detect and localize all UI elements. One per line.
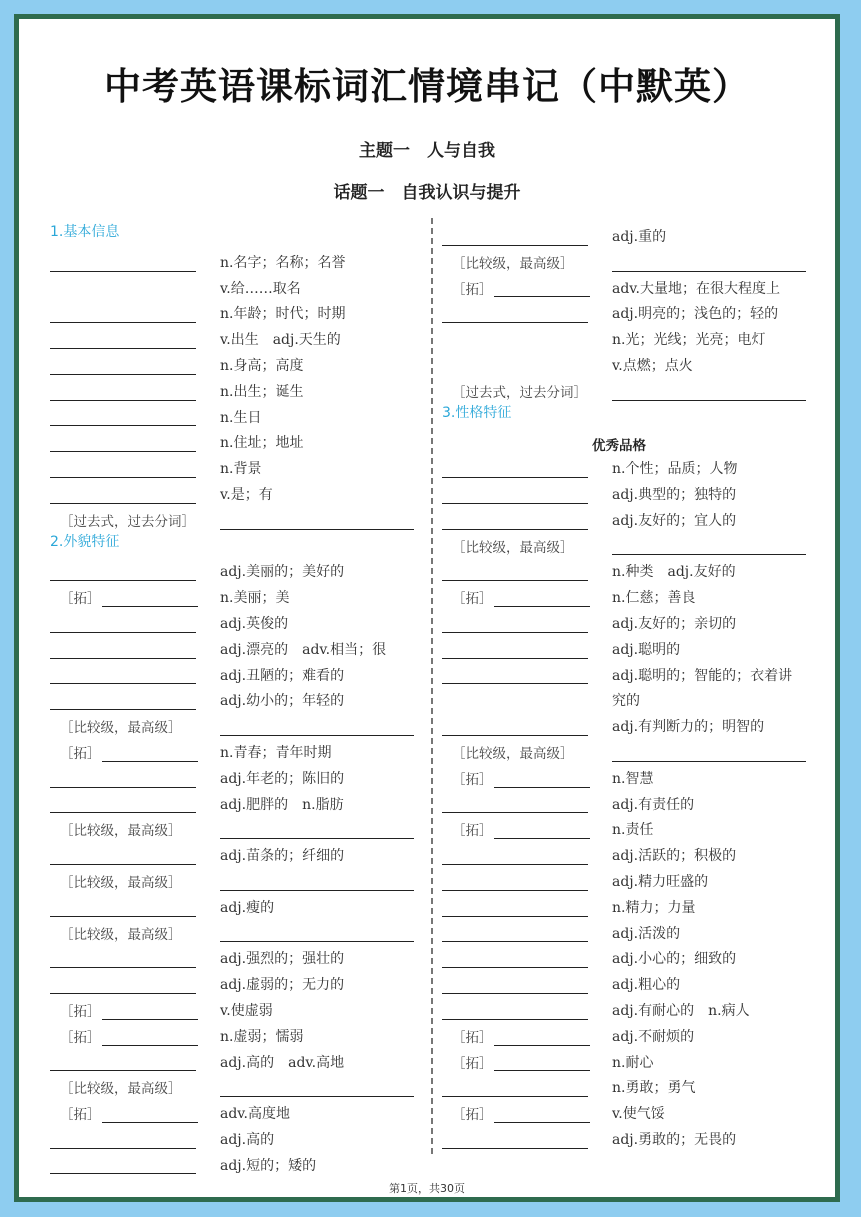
answer-blank[interactable]: [50, 864, 196, 865]
answer-blank[interactable]: [442, 477, 588, 478]
definition-text: n.勇敢；勇气: [612, 1080, 696, 1097]
definition-text: v.出生 adj.天生的: [220, 332, 341, 349]
answer-blank[interactable]: [442, 916, 588, 917]
definition-text: adj.聪明的；智能的；衣着讲: [612, 667, 793, 684]
answer-blank[interactable]: [442, 683, 588, 684]
answer-blank[interactable]: [442, 735, 588, 736]
answer-blank[interactable]: [50, 1148, 196, 1149]
vocab-row: [442, 635, 822, 661]
vocab-row: [50, 532, 422, 558]
definition-text: v.点燃；点火: [612, 357, 693, 374]
definition-text: adj.高的 adv.高地: [220, 1054, 345, 1071]
vocab-row: [442, 299, 822, 325]
vocab-row: [442, 738, 822, 764]
vocab-row: [50, 506, 422, 532]
answer-blank[interactable]: [50, 916, 196, 917]
form-hint-label: ［拓］: [60, 1107, 101, 1124]
vocab-row: [442, 506, 822, 532]
form-hint-label: ［比较级，最高级］: [60, 823, 182, 840]
form-hint-label: ［拓］: [452, 771, 493, 788]
vocab-row: [50, 996, 422, 1022]
definition-text: n.个性；品质；人物: [612, 461, 738, 478]
form-hint-label: ［比较级，最高级］: [452, 745, 574, 762]
answer-blank[interactable]: [494, 606, 590, 607]
form-hint-label: ［拓］: [60, 1029, 101, 1046]
vocab-row: [50, 686, 422, 712]
vocab-row: [442, 557, 822, 583]
definition-text: adj.明亮的；浅色的；轻的: [612, 306, 779, 323]
definition-text: adj.英俊的: [220, 615, 289, 632]
vocab-row: [50, 661, 422, 687]
left-column: [50, 222, 422, 1176]
vocab-row: [50, 428, 422, 454]
vocab-row: [50, 274, 422, 300]
form-hint-label: ［比较级，最高级］: [60, 720, 182, 737]
vocab-row: [442, 532, 822, 558]
answer-blank[interactable]: [442, 941, 588, 942]
answer-blank[interactable]: [612, 400, 806, 401]
vocab-row: [442, 815, 822, 841]
answer-blank[interactable]: [494, 1045, 590, 1046]
answer-blank[interactable]: [494, 838, 590, 839]
vocab-row: [442, 1022, 822, 1048]
section-heading: 3.性格特征: [442, 404, 512, 421]
form-hint-label: ［拓］: [452, 1029, 493, 1046]
answer-blank[interactable]: [50, 477, 196, 478]
definition-text: n.虚弱；懦弱: [220, 1028, 304, 1045]
vocab-row: [442, 1099, 822, 1125]
definition-text: n.美丽；美: [220, 590, 290, 607]
definition-text: adj.活泼的: [612, 925, 681, 942]
answer-blank[interactable]: [50, 348, 196, 349]
vocab-row: [50, 635, 422, 661]
form-hint-label: ［比较级，最高级］: [452, 255, 574, 272]
definition-text: adj.瘦的: [220, 899, 275, 916]
definition-text: n.仁慈；善良: [612, 590, 696, 607]
vocab-row: [50, 377, 422, 403]
answer-blank[interactable]: [50, 503, 196, 504]
answer-blank[interactable]: [102, 1019, 198, 1020]
definition-text: adj.肥胖的 n.脂肪: [220, 796, 344, 813]
vocab-row: [442, 325, 822, 351]
answer-blank[interactable]: [50, 374, 196, 375]
definition-text: n.出生；诞生: [220, 383, 304, 400]
answer-blank[interactable]: [612, 271, 806, 272]
vocab-row: [442, 583, 822, 609]
vocab-row: [50, 1125, 422, 1151]
vocab-row: [50, 351, 422, 377]
vocab-row: [442, 996, 822, 1022]
vocab-row: [50, 841, 422, 867]
form-hint-label: ［比较级，最高级］: [60, 874, 182, 891]
answer-blank[interactable]: [494, 296, 590, 297]
definition-text: adj.强烈的；强壮的: [220, 951, 345, 968]
answer-blank[interactable]: [442, 245, 588, 246]
answer-blank[interactable]: [442, 1019, 588, 1020]
vocab-row: [50, 815, 422, 841]
answer-blank[interactable]: [102, 761, 198, 762]
form-hint-label: ［比较级，最高级］: [60, 1081, 182, 1098]
definition-text: n.名字；名称；名誉: [220, 254, 346, 271]
vocab-row: [50, 248, 422, 274]
vocab-row: [442, 919, 822, 945]
vocab-row: [50, 1022, 422, 1048]
page-title: 中考英语课标词汇情境串记（中默英）: [104, 65, 750, 108]
form-hint-label: ［拓］: [452, 1055, 493, 1072]
form-hint-label: ［拓］: [452, 281, 493, 298]
vocab-row: [442, 351, 822, 377]
definition-text: adv.大量地；在很大程度上: [612, 280, 781, 297]
vocab-row: [50, 867, 422, 893]
answer-blank[interactable]: [50, 709, 196, 710]
answer-blank[interactable]: [442, 1096, 588, 1097]
vocab-row: [50, 712, 422, 738]
definition-text: adj.苗条的；纤细的: [220, 848, 345, 865]
definition-text: 究的: [612, 693, 640, 710]
answer-blank[interactable]: [50, 658, 196, 659]
definition-text: adj.丑陋的；难看的: [220, 667, 345, 684]
vocab-row: [50, 583, 422, 609]
answer-blank[interactable]: [50, 580, 196, 581]
definition-text: adj.聪明的: [612, 641, 681, 658]
page-footer: 第1页，共30页: [389, 1182, 465, 1195]
definition-text: adj.虚弱的；无力的: [220, 977, 345, 994]
vocab-row: [442, 248, 822, 274]
definition-text: n.责任: [612, 822, 654, 839]
answer-blank[interactable]: [50, 812, 196, 813]
vocab-row: [442, 403, 822, 429]
vocab-row: [50, 557, 422, 583]
definition-text: adj.不耐烦的: [612, 1028, 695, 1045]
vocab-row: [442, 377, 822, 403]
vocab-row: [442, 867, 822, 893]
vocab-row: [442, 609, 822, 635]
vocab-row: [442, 1073, 822, 1099]
definition-text: adj.友好的；宜人的: [612, 512, 737, 529]
definition-text: adj.幼小的；年轻的: [220, 693, 345, 710]
definition-text: n.精力；力量: [612, 899, 696, 916]
vocab-row: [50, 1099, 422, 1125]
section-heading: 1.基本信息: [50, 224, 120, 240]
definition-text: n.身高；高度: [220, 357, 304, 374]
answer-blank[interactable]: [442, 503, 588, 504]
definition-text: n.智慧: [612, 770, 654, 787]
vocab-row: [442, 970, 822, 996]
definition-text: v.是；有: [220, 486, 273, 503]
definition-text: v.给……取名: [220, 280, 301, 297]
vocab-row: [442, 790, 822, 816]
answer-blank[interactable]: [494, 787, 590, 788]
definition-text: adj.粗心的: [612, 977, 681, 994]
answer-blank[interactable]: [612, 554, 806, 555]
definition-text: adj.漂亮的 adv.相当；很: [220, 641, 387, 658]
answer-blank[interactable]: [50, 632, 196, 633]
form-hint-label: ［拓］: [60, 745, 101, 762]
answer-blank[interactable]: [442, 529, 588, 530]
definition-text: adj.短的；矮的: [220, 1157, 317, 1174]
definition-text: adj.有责任的: [612, 796, 695, 813]
definition-text: v.使虚弱: [220, 1002, 273, 1019]
form-hint-label: ［过去式，过去分词］: [60, 513, 195, 530]
vocab-row: [50, 403, 422, 429]
answer-blank[interactable]: [442, 1148, 588, 1149]
right-column: [442, 222, 822, 1151]
form-hint-label: ［过去式，过去分词］: [452, 384, 587, 401]
form-hint-label: ［拓］: [452, 591, 493, 608]
worksheet-page: [22, 22, 832, 1194]
vocab-row: [442, 686, 822, 712]
form-hint-label: ［拓］: [60, 1003, 101, 1020]
answer-blank[interactable]: [50, 425, 196, 426]
definition-text: n.背景: [220, 461, 262, 478]
vocab-row: [50, 970, 422, 996]
definition-text: adj.友好的；亲切的: [612, 615, 737, 632]
vocab-row: [50, 764, 422, 790]
section-heading: 2.外貌特征: [50, 533, 120, 550]
vocab-row: [442, 944, 822, 970]
answer-blank[interactable]: [442, 967, 588, 968]
form-hint-label: ［拓］: [452, 823, 493, 840]
vocab-row: [50, 790, 422, 816]
vocab-row: [50, 919, 422, 945]
vocab-row: [50, 1048, 422, 1074]
answer-blank[interactable]: [50, 683, 196, 684]
vocab-row: [442, 661, 822, 687]
definition-text: v.使气馁: [612, 1106, 665, 1123]
answer-blank[interactable]: [50, 787, 196, 788]
definition-text: n.生日: [220, 409, 262, 426]
vocab-row: [50, 944, 422, 970]
topic-heading: 话题一 自我认识与提升: [333, 183, 521, 203]
answer-blank[interactable]: [442, 812, 588, 813]
answer-blank[interactable]: [442, 322, 588, 323]
definition-text: adv.高度地: [220, 1106, 291, 1123]
vocab-row: [442, 222, 822, 248]
form-hint-label: ［比较级，最高级］: [452, 539, 574, 556]
answer-blank[interactable]: [50, 322, 196, 323]
form-hint-label: ［拓］: [452, 1107, 493, 1124]
theme-heading: 主题一 人与自我: [359, 141, 495, 161]
answer-blank[interactable]: [50, 967, 196, 968]
form-hint-label: ［拓］: [60, 591, 101, 608]
vocab-row: [50, 1073, 422, 1099]
vocab-row: [50, 454, 422, 480]
definition-text: adj.典型的；独特的: [612, 486, 737, 503]
answer-blank[interactable]: [442, 864, 588, 865]
answer-blank[interactable]: [50, 271, 196, 272]
definition-text: adj.精力旺盛的: [612, 873, 709, 890]
answer-blank[interactable]: [102, 1045, 198, 1046]
form-hint-label: ［比较级，最高级］: [60, 926, 182, 943]
answer-blank[interactable]: [442, 993, 588, 994]
definition-text: n.光；光线；光亮；电灯: [612, 332, 766, 349]
vocab-row: [50, 299, 422, 325]
answer-blank[interactable]: [50, 451, 196, 452]
definition-text: adj.有判断力的；明智的: [612, 719, 765, 736]
definition-text: n.年龄；时代；时期: [220, 306, 346, 323]
definition-text: adj.高的: [220, 1131, 275, 1148]
vocab-row: [442, 764, 822, 790]
vocab-row: [50, 609, 422, 635]
answer-blank[interactable]: [50, 993, 196, 994]
definition-text: n.种类 adj.友好的: [612, 564, 736, 581]
definition-text: adj.年老的；陈旧的: [220, 770, 345, 787]
vocab-row: [50, 1151, 422, 1177]
definition-text: adj.勇敢的；无畏的: [612, 1131, 737, 1148]
column-divider: [431, 218, 433, 1154]
answer-blank[interactable]: [442, 658, 588, 659]
answer-blank[interactable]: [494, 1070, 590, 1071]
definition-text: n.耐心: [612, 1054, 654, 1071]
answer-blank[interactable]: [612, 761, 806, 762]
answer-blank[interactable]: [50, 1173, 196, 1174]
vocab-row: [442, 454, 822, 480]
vocab-row: [50, 738, 422, 764]
definition-text: adj.活跃的；积极的: [612, 848, 737, 865]
definition-text: adj.美丽的；美好的: [220, 564, 345, 581]
definition-text: adj.有耐心的 n.病人: [612, 1002, 750, 1019]
definition-text: n.青春；青年时期: [220, 744, 332, 761]
vocab-row: [50, 893, 422, 919]
answer-blank[interactable]: [220, 890, 414, 891]
answer-blank[interactable]: [442, 580, 588, 581]
answer-blank[interactable]: [442, 632, 588, 633]
vocab-row: [442, 841, 822, 867]
answer-blank[interactable]: [220, 941, 414, 942]
vocab-row: [442, 893, 822, 919]
answer-blank[interactable]: [102, 606, 198, 607]
answer-blank[interactable]: [220, 838, 414, 839]
subsection-heading: 优秀品格: [592, 438, 646, 455]
answer-blank[interactable]: [50, 1070, 196, 1071]
definition-text: adj.重的: [612, 229, 667, 245]
vocab-row: [442, 428, 822, 454]
vocab-row: [442, 1125, 822, 1151]
answer-blank[interactable]: [494, 1122, 590, 1123]
answer-blank[interactable]: [220, 1096, 414, 1097]
answer-blank[interactable]: [50, 400, 196, 401]
vocab-row: [50, 222, 422, 248]
vocab-row: [442, 1048, 822, 1074]
answer-blank[interactable]: [102, 1122, 198, 1123]
answer-blank[interactable]: [220, 529, 414, 530]
answer-blank[interactable]: [442, 890, 588, 891]
vocab-row: [442, 274, 822, 300]
definition-text: n.住址；地址: [220, 435, 304, 452]
definition-text: adj.小心的；细致的: [612, 951, 737, 968]
vocab-row: [442, 480, 822, 506]
vocab-row: [442, 712, 822, 738]
vocab-row: [50, 480, 422, 506]
answer-blank[interactable]: [220, 735, 414, 736]
vocab-row: [50, 325, 422, 351]
